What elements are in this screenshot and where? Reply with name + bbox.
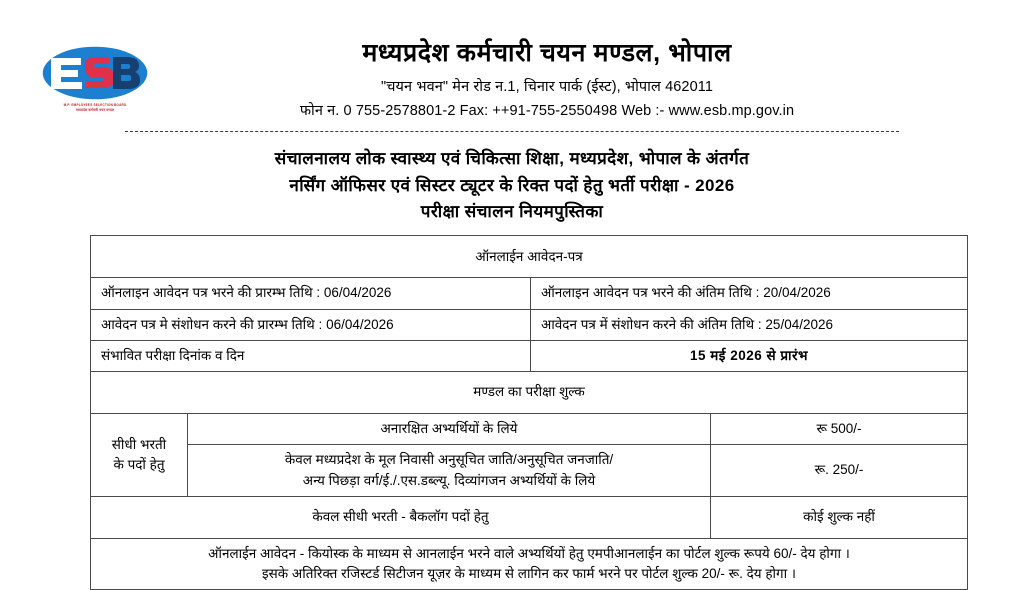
fee-desc-reserved-line2: अन्य पिछड़ा वर्ग/ई./.एस.डब्ल्यू. दिव्यांगजन अभ्यर्थियों के लिये — [302, 472, 596, 488]
logo-container — [0, 38, 190, 112]
cell-direct-recruitment-label — [91, 414, 188, 497]
cell-fee-desc-reserved — [188, 445, 711, 497]
direct-recruitment-label-line1: सीधी भरती — [111, 436, 167, 452]
cell-fee-amount-unreserved: रू 500/- — [711, 414, 968, 445]
label-exam-date: संभावित परीक्षा दिनांक व दिन — [91, 340, 531, 371]
table-row — [91, 496, 968, 538]
cell-fee-amount-reserved: रू. 250/- — [711, 445, 968, 497]
label-application-end: ऑनलाइन आवेदन पत्र भरने की अंतिम तिथि : — [541, 285, 760, 301]
cell-fee-desc-unreserved: अनारक्षित अभ्यर्थियों के लिये — [188, 414, 711, 445]
cell-application-end — [531, 278, 968, 309]
portal-fee-note-1: ऑनलाईन आवेदन - कियोस्क के माध्यम से आनलाईन भरने वाले अभ्यर्थियों हेतु एमपीआनलाईन का पोर्टल शुल्क रूपये 60/- देय होगा । — [208, 545, 850, 561]
direct-recruitment-label-line2: के पदों हेतु — [113, 456, 165, 472]
fee-desc-reserved-line1: केवल मध्यप्रदेश के मूल निवासी अनुसूचित जाति/अनुसूचित जनजाति/ — [284, 452, 614, 468]
cell-application-start — [91, 278, 531, 309]
value-application-end: 20/04/2026 — [763, 285, 831, 301]
title-line-2: नर्सिंग ऑफिसर एवं सिस्टर ट्यूटर के रिक्त पदों हेतु भर्ती परीक्षा - 2026 — [289, 175, 735, 195]
section-header-exam-fee: मण्डल का परीक्षा शुल्क — [91, 372, 968, 414]
table-row — [91, 278, 968, 309]
cell-backlog-amount: कोई शुल्क नहीं — [711, 496, 968, 538]
table-row — [91, 236, 968, 278]
table-row — [91, 445, 968, 497]
value-exam-date: 15 मई 2026 से प्रारंभ — [531, 340, 968, 371]
table-row — [91, 340, 968, 371]
organization-name: मध्यप्रदेश कर्मचारी चयन मण्डल, भोपाल — [362, 39, 732, 67]
table-row — [91, 309, 968, 340]
value-correction-end: 25/04/2026 — [765, 316, 833, 332]
value-correction-start: 06/04/2026 — [326, 316, 394, 332]
cell-backlog-desc: केवल सीधी भरती - बैकलॉग पदों हेतु — [91, 496, 711, 538]
logo-subtext-english: M.P. EMPLOYEES SELECTION BOARD — [63, 102, 127, 108]
label-correction-end: आवेदन पत्र में संशोधन करने की अंतिम तिथि : — [541, 316, 762, 332]
cell-correction-end — [531, 309, 968, 340]
table-row — [91, 538, 968, 590]
label-application-start: ऑनलाइन आवेदन पत्र भरने की प्रारम्भ तिथि : — [101, 285, 321, 301]
portal-fee-note-2: इसके अतिरिक्त रजिस्टर्ड सिटीजन यूज़र के माध्यम से लागिन कर फार्म भरने पर पोर्टल शुल्क 20/- रू. देय होगा । — [262, 566, 796, 582]
logo-subtext-hindi: मध्यप्रदेश कर्मचारी चयन मण्डल — [75, 107, 115, 113]
title-line-3: परीक्षा संचालन नियमपुस्तिका — [420, 201, 604, 221]
header-divider — [125, 131, 899, 132]
cell-correction-start — [91, 309, 531, 340]
organization-address: "चयन भवन" मेन रोड न.1, चिनार पार्क (ईस्ट), भोपाल 462011 — [380, 79, 713, 96]
info-table-container — [90, 235, 967, 590]
document-header — [0, 0, 1024, 122]
exam-info-table — [90, 235, 968, 590]
title-line-1: संचालनालय लोक स्वास्थ्य एवं चिकित्सा शिक्षा, मध्यप्रदेश, भोपाल के अंतर्गत — [274, 149, 750, 169]
organization-contact: फोन न. 0 755-2578801-2 Fax: ++91-755-2550498 Web :- www.esb.mp.gov.in — [299, 103, 795, 120]
table-row — [91, 414, 968, 445]
table-row — [91, 372, 968, 414]
header-text-block — [190, 38, 1024, 122]
label-correction-start: आवेदन पत्र मे संशोधन करने की प्रारम्भ तिथि : — [101, 316, 323, 332]
esb-logo-icon — [41, 44, 149, 102]
section-header-online-application: ऑनलाईन आवेदन-पत्र — [91, 236, 968, 278]
document-title — [0, 146, 1024, 225]
cell-portal-fee-notes — [91, 538, 968, 590]
value-application-start: 06/04/2026 — [323, 285, 392, 301]
